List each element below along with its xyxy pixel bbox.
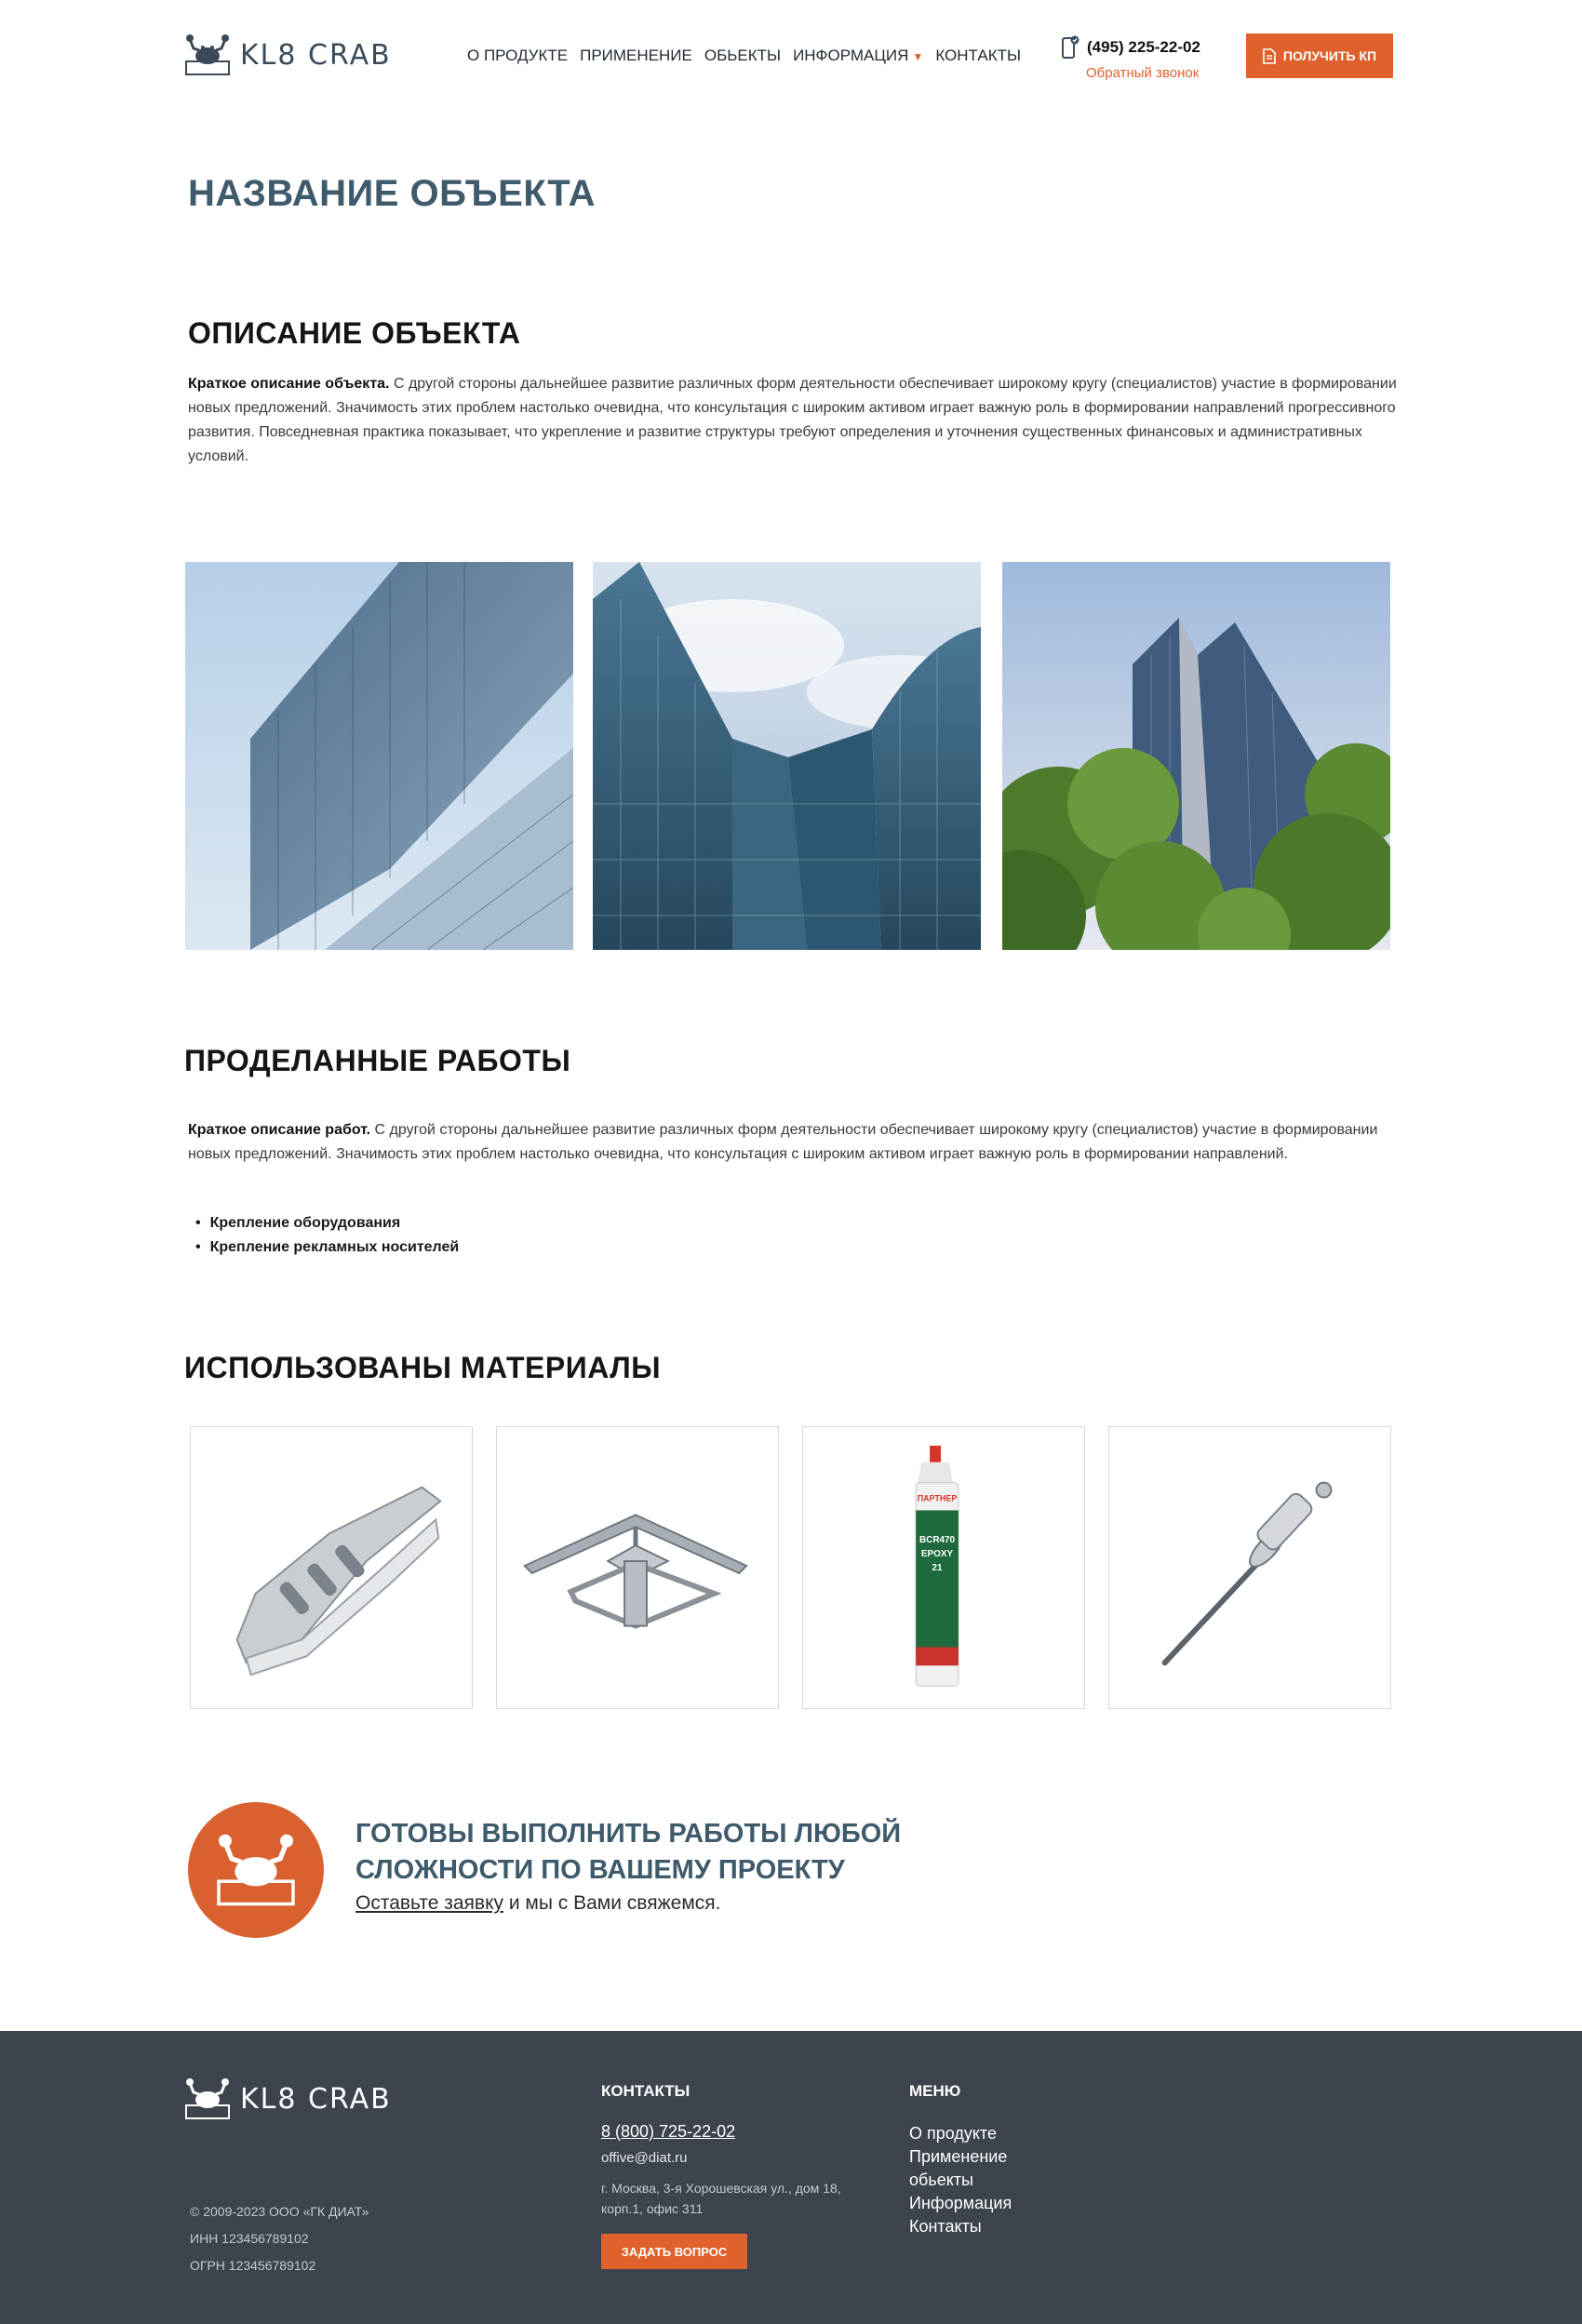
object-photo-2[interactable] <box>593 562 981 950</box>
chevron-down-icon: ▼ <box>912 50 924 63</box>
crab-icon <box>213 1833 299 1907</box>
logo[interactable] <box>184 33 392 76</box>
footer-phone[interactable]: 8 (800) 725-22-02 <box>601 2122 736 2141</box>
inn: ИНН 123456789102 <box>190 2231 309 2246</box>
tube-label-1: BCR470 <box>919 1535 956 1546</box>
description-heading: ОПИСАНИЕ ОБЪЕКТА <box>188 316 521 350</box>
footer-menu-title: МЕНЮ <box>909 2082 961 2100</box>
nav-item-contacts[interactable]: КОНТАКТЫ <box>935 47 1022 64</box>
tube-label-3: 21 <box>932 1562 943 1573</box>
cta-crab-badge <box>188 1802 324 1938</box>
site-header <box>0 0 1582 112</box>
material-card-rivet[interactable] <box>1108 1426 1391 1709</box>
nav-item-info[interactable] <box>793 47 923 65</box>
works-body: С другой стороны дальнейшее развитие различных форм деятельности обеспечивает широкому кругу (специалистов) участие в формировании новых предложений. Значимость этих проблем настолько очевидна, что консультация с широким активом играет важную роль в формировании направлений. <box>188 1122 1378 1162</box>
footer-menu-item[interactable]: обьекты <box>909 2170 973 2189</box>
copyright: © 2009-2023 ООО «ГК ДИАТ» <box>190 2204 369 2219</box>
footer-legal <box>190 2198 369 2279</box>
get-kp-button[interactable] <box>1246 33 1393 78</box>
phone-block <box>1061 35 1200 81</box>
tube-brand: ПАРТНЕР <box>917 1493 958 1503</box>
footer-menu-item[interactable]: Применение <box>909 2147 1008 2166</box>
list-item: • Крепление оборудования <box>195 1211 459 1235</box>
document-icon <box>1263 48 1276 64</box>
cta-title: ГОТОВЫ ВЫПОЛНИТЬ РАБОТЫ ЛЮБОЙ СЛОЖНОСТИ ПО ВАШЕМУ ПРОЕКТУ <box>355 1819 902 1885</box>
epoxy-tube-image <box>803 1427 1084 1708</box>
works-heading: ПРОДЕЛАННЫЕ РАБОТЫ <box>184 1044 571 1077</box>
rivet-image <box>1109 1427 1390 1708</box>
footer-email[interactable]: offive@diat.ru <box>601 2150 688 2166</box>
crab-logo-icon <box>184 2077 231 2120</box>
main-nav <box>467 47 1021 65</box>
cta-subtitle <box>355 1892 720 1915</box>
material-card-epoxy[interactable] <box>802 1426 1085 1709</box>
footer-menu-item[interactable]: Контакты <box>909 2217 982 2236</box>
page-title: НАЗВАНИЕ ОБЪЕКТА <box>188 173 597 214</box>
works-list <box>195 1211 459 1260</box>
nav-item-about[interactable]: О ПРОДУКТЕ <box>467 47 569 64</box>
materials-heading: ИСПОЛЬЗОВАНЫ МАТЕРИАЛЫ <box>184 1351 662 1384</box>
phone-icon <box>1061 35 1079 60</box>
get-kp-label: ПОЛУЧИТЬ КП <box>1282 48 1377 63</box>
nav-item-info-label: ИНФОРМАЦИЯ <box>793 47 909 64</box>
bracket-image <box>191 1427 472 1708</box>
header-phone[interactable]: (495) 225-22-02 <box>1087 38 1200 56</box>
logo-text: KL8 CRAB <box>240 38 392 72</box>
footer-menu-item[interactable]: О продукте <box>909 2124 998 2143</box>
material-card-bracket[interactable] <box>190 1426 473 1709</box>
footer-logo[interactable] <box>184 2077 392 2120</box>
footer-address: г. Москва, 3-я Хорошевская ул., дом 18, корп.1, офис 311 <box>601 2181 841 2216</box>
ask-question-button[interactable]: ЗАДАТЬ ВОПРОС <box>601 2234 747 2269</box>
nav-item-application[interactable]: ПРИМЕНЕНИЕ <box>580 47 692 64</box>
footer-logo-text: KL8 CRAB <box>240 2082 392 2116</box>
ogrn: ОГРН 123456789102 <box>190 2258 316 2273</box>
callback-link[interactable]: Обратный звонок <box>1086 65 1200 81</box>
building-photo-2 <box>593 562 981 950</box>
description-lead: Краткое описание объекта. <box>188 376 390 392</box>
crab-logo-icon <box>184 33 231 76</box>
object-photo-3[interactable] <box>1002 562 1390 950</box>
building-photo-1 <box>185 562 573 950</box>
tube-label-2: EPOXY <box>920 1549 954 1560</box>
building-photo-3 <box>1002 562 1390 950</box>
object-photo-1[interactable] <box>185 562 573 950</box>
site-footer <box>0 2031 1582 2324</box>
works-lead: Краткое описание работ. <box>188 1122 371 1138</box>
frame-image <box>497 1427 778 1708</box>
description-text <box>188 372 1398 469</box>
list-item: • Крепление рекламных носителей <box>195 1235 459 1260</box>
footer-menu-item[interactable]: Информация <box>909 2194 1012 2212</box>
nav-item-objects[interactable]: ОБЬЕКТЫ <box>704 47 782 64</box>
footer-menu <box>909 2122 1012 2238</box>
cta-rest: и мы с Вами свяжемся. <box>503 1892 721 1914</box>
description-body: С другой стороны дальнейшее развитие различных форм деятельности обеспечивает широкому кругу (специалистов) участие в формировании новых предложений. Значимость этих проблем настолько очевидна, что консультация с широким активом играет важную роль в формировании направлений прогрессивного развития. Повседневная практика показывает, что укрепление и развитие структуры требуют определения и уточнения существенных финансовых и административных условий. <box>188 376 1397 464</box>
works-text <box>188 1118 1398 1167</box>
leave-request-link[interactable]: Оставьте заявку <box>355 1892 504 1914</box>
footer-contacts-title: КОНТАКТЫ <box>601 2082 690 2100</box>
material-card-frame[interactable] <box>496 1426 779 1709</box>
